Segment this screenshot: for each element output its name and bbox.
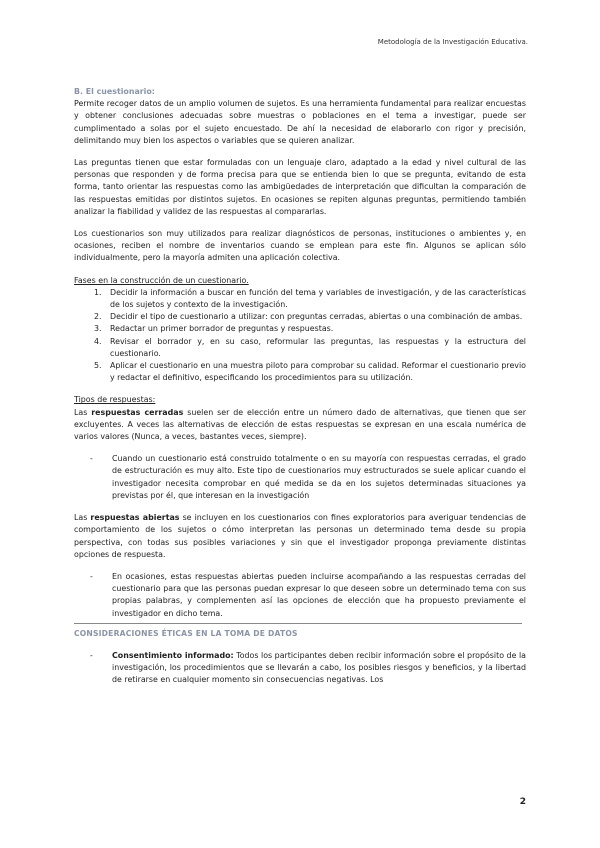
paragraph-questions: Las preguntas tienen que estar formuladas con un lenguaje claro, adaptado a la edad y nivel cultural de las personas que responden y de forma precisa para que se entienda bien lo que se pregunta, evitando de esta forma, tanto orientar las respuestas como las ambigüedades de interpretación que dificultan la comparación de las respuestas emitidas por distintos sujetos. En ocasiones se repiten algunas preguntas, permitiendo también analizar la fiabilidad y validez de las respuestas al compararlas. [74, 158, 526, 216]
ethics-title: CONSIDERACIONES ÉTICAS EN LA TOMA DE DATOS [74, 628, 298, 638]
section-divider [74, 623, 522, 624]
running-header: Metodología de la Investigación Educativa. [377, 38, 528, 46]
phase-item: 2. Decidir el tipo de cuestionario a utilizar: con preguntas cerradas, abiertas o una combinación de ambas. [104, 311, 526, 323]
phase-item: 5. Aplicar el cuestionario en una muestra piloto para comprobar su calidad. Reformar el cuestionario previo y redactar el definitivo, especificando los procedimientos para su utilización. [104, 360, 526, 384]
consent-bullet [74, 650, 526, 687]
closed-bullet [74, 453, 526, 502]
phase-item: 3. Redactar un primer borrador de preguntas y respuestas. [104, 323, 526, 335]
open-term: respuestas abiertas [90, 513, 180, 523]
open-bullet-text: En ocasiones, estas respuestas abiertas pueden incluirse acompañando a las respuestas cerradas del cuestionario para que las personas puedan expresar lo que deseen sobre un determinado tema con sus propias palabras, y complementen así las opciones de elección que ha propuesto previamente el investigador en dicho tema. [112, 571, 526, 618]
consent-term: Consentimiento informado: [112, 650, 234, 660]
paragraph-uses: Los cuestionarios son muy utilizados para realizar diagnósticos de personas, instituciones o ambientes y, en ocasiones, reciben el nombre de inventarios cuando se emplean para este fin. Algunos se aplican sólo individualmente, pero la mayoría admiten una aplicación colectiva. [74, 229, 526, 263]
paragraph-closed: Las respuestas cerradas suelen ser de elección entre un número dado de alternativas, que tienen que ser excluyentes. A veces las alternativas de elección de estas respuestas se expresan en una escala numérica de varios valores (Nunca, a veces, bastantes veces, siempre). [74, 407, 526, 442]
phases-list [74, 287, 526, 385]
phase-item: 1. Decidir la información a buscar en función del tema y variables de investigación, y de las características de los sujetos y contexto de la investigación. [104, 287, 526, 311]
phases-title: Fases en la construcción de un cuestionario. [74, 275, 249, 285]
paragraph-intro: Permite recoger datos de un amplio volumen de sujetos. Es una herramienta fundamental para realizar encuestas y obtener conclusiones adecuadas sobre muestras o poblaciones en el tema a investigar, puede ser cumplimentado a solas por el sujeto encuestado. De ahí la necesidad de elaborarlo con rigor y precisión, delimitando muy bien los aspectos o variables que se quieren analizar. [74, 99, 526, 145]
phase-item: 4. Revisar el borrador y, en su caso, reformular las preguntas, las respuestas y la estructura del cuestionario. [104, 336, 526, 360]
closed-bullet-text: Cuando un cuestionario está construido totalmente o en su mayoría con respuestas cerradas, el grado de estructuración es muy alto. Este tipo de cuestionarios muy estructurados se suele aplicar cuando el investigador necesita comprobar en qué medida se da en los sujetos determinadas situaciones ya previstas por él, que interesan en la investigación [112, 454, 526, 500]
open-bullet [74, 571, 526, 620]
paragraph-open: Las respuestas abiertas se incluyen en los cuestionarios con fines exploratorios para averiguar tendencias de comportamiento de los sujetos o cómo interpretan las personas un determinado tema desde su propia perspectiva, con todas sus posibles variaciones y sin que el investigador proponga previamente distintas opciones de respuesta. [74, 513, 526, 559]
page-content [74, 86, 526, 687]
closed-term: respuestas cerradas [91, 407, 184, 417]
section-title: B. El cuestionario: [74, 87, 155, 96]
dash-marker: - [90, 571, 93, 581]
dash-marker: - [90, 650, 93, 660]
page-number: 2 [519, 797, 526, 807]
consent-text: Consentimiento informado: Todos los participantes deben recibir información sobre el propósito de la investigación, los procedimientos que se llevarán a cabo, los posibles riesgos y beneficios, y la libertad de retirarse en cualquier momento sin consecuencias negativas. Los [112, 650, 526, 685]
types-title: Tipos de respuestas: [74, 395, 156, 405]
dash-marker: - [90, 454, 93, 464]
